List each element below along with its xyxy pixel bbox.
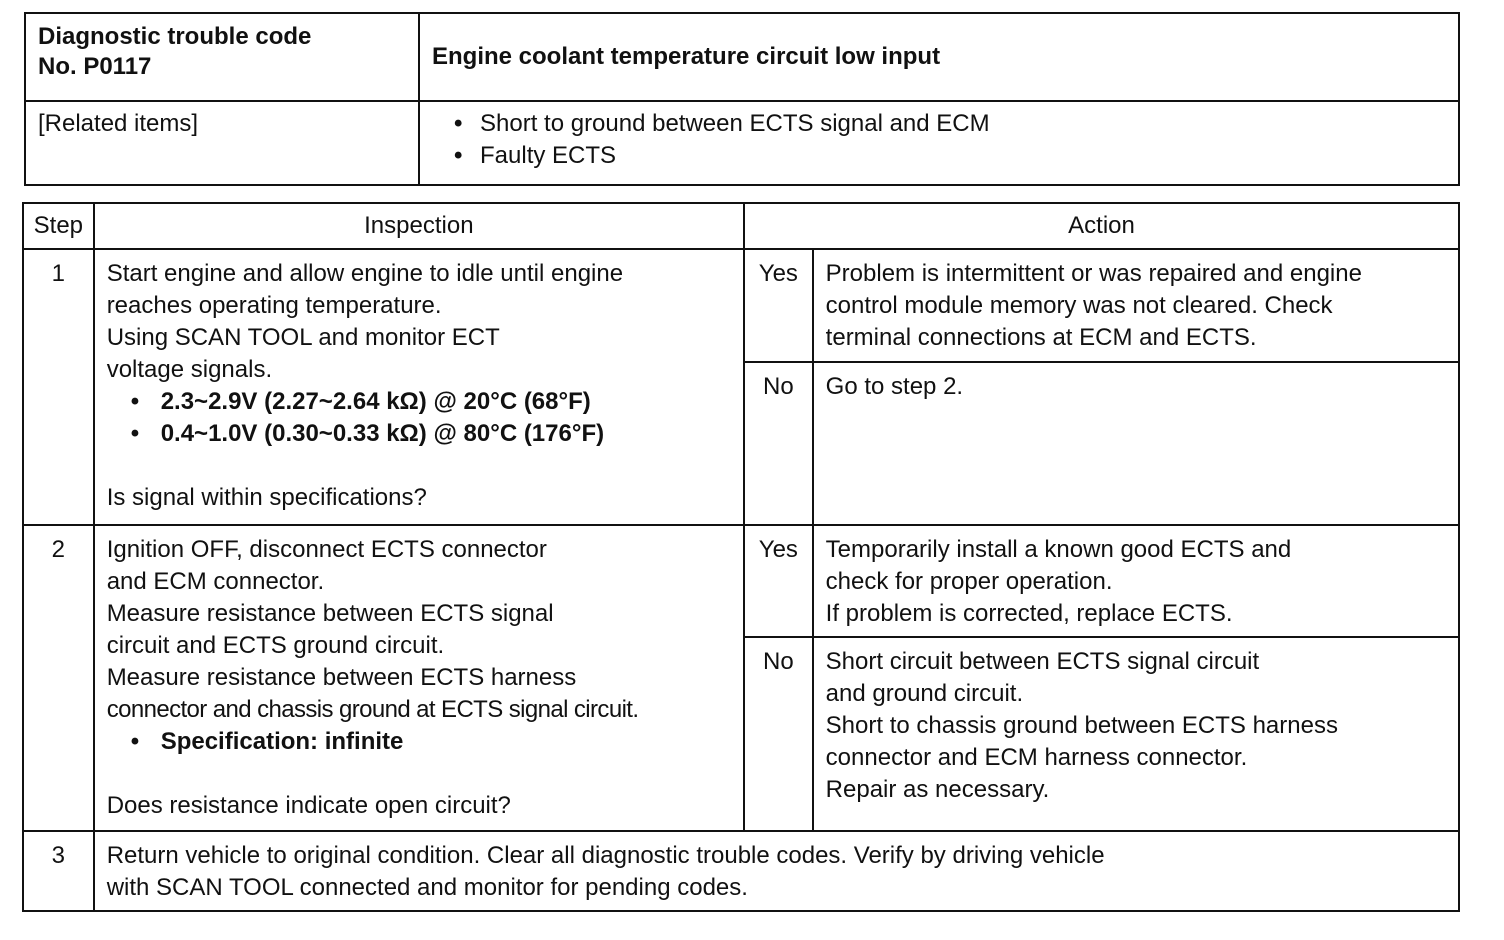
step-2-number: 2 bbox=[23, 525, 94, 831]
step-1-spec-list bbox=[107, 386, 733, 450]
spec-item: • 0.4~1.0V (0.30~0.33 kΩ) @ 80°C (176°F) bbox=[131, 418, 733, 450]
bullet-icon: • bbox=[130, 728, 140, 755]
step-1-no-label: No bbox=[744, 362, 813, 525]
step-column-header: Step bbox=[23, 203, 94, 249]
step-1-inspection: Start engine and allow engine to idle until engine reaches operating temperature. Using SCAN TOOL and monitor ECT voltage signals. • 2.3~2.9V (2.27~2.64 kΩ) @ 20°C (68°F) • 0.4~1.0V (0.30~0.33 kΩ) @ 80°C (176°F) Is signal within specifications? bbox=[94, 249, 744, 525]
step-2-question: Does resistance indicate open circuit? bbox=[106, 792, 511, 819]
bullet-icon: • bbox=[130, 420, 140, 447]
step-2-spec-list bbox=[107, 726, 733, 758]
step-3-instruction: Return vehicle to original condition. Clear all diagnostic trouble codes. Verify by driving vehicle with SCAN TOOL connected and monitor for pending codes. bbox=[94, 831, 1459, 911]
spec-item: • 2.3~2.9V (2.27~2.64 kΩ) @ 20°C (68°F) bbox=[131, 386, 733, 418]
dtc-code-cell bbox=[25, 13, 419, 101]
spec-item: • Specification: infinite bbox=[131, 726, 733, 758]
procedure-table bbox=[22, 202, 1460, 912]
inspection-column-header: Inspection bbox=[94, 203, 744, 249]
related-item: • Faulty ECTS bbox=[454, 140, 1458, 172]
related-items-label: [Related items] bbox=[38, 110, 199, 137]
related-items-label-cell bbox=[25, 101, 419, 185]
step-2-yes-label: Yes bbox=[744, 525, 813, 637]
dtc-header-table bbox=[24, 12, 1460, 186]
related-item: • Short to ground between ECTS signal and ECM bbox=[454, 108, 1458, 140]
bullet-icon: • bbox=[454, 110, 463, 137]
action-column-header: Action bbox=[744, 203, 1459, 249]
bullet-icon: • bbox=[130, 388, 140, 415]
step-2-no-label: No bbox=[744, 637, 813, 831]
step-1-yes-row bbox=[23, 249, 1459, 362]
step-1-question: Is signal within specifications? bbox=[106, 484, 427, 511]
step-3-number: 3 bbox=[23, 831, 94, 911]
dtc-title: Engine coolant temperature circuit low input bbox=[432, 43, 941, 70]
step-2-yes-row bbox=[23, 525, 1459, 637]
procedure-header-row bbox=[23, 203, 1459, 249]
step-1-yes-label: Yes bbox=[744, 249, 813, 362]
step-2-yes-action: Temporarily install a known good ECTS and check for proper operation. If problem is corrected, replace ECTS. bbox=[813, 525, 1459, 637]
step-1-no-action: Go to step 2. bbox=[813, 362, 1459, 525]
step-2-no-action: Short circuit between ECTS signal circuit and ground circuit. Short to chassis ground between ECTS harness connector and ECM harness connector. Repair as necessary. bbox=[813, 637, 1459, 831]
step-3-row bbox=[23, 831, 1459, 911]
dtc-title-cell bbox=[419, 13, 1459, 101]
dtc-code-label: Diagnostic trouble code bbox=[38, 23, 312, 50]
step-2-inspection: Ignition OFF, disconnect ECTS connector and ECM connector. Measure resistance between ECTS signal circuit and ECTS ground circuit. Measure resistance between ECTS harness connector and chassis ground at ECTS signal circuit. • Specification: infinite Does resistance indicate open circuit? bbox=[94, 525, 744, 831]
related-items-cell bbox=[419, 101, 1459, 185]
step-1-number: 1 bbox=[23, 249, 94, 525]
dtc-code-number: No. P0117 bbox=[38, 53, 152, 80]
related-items-list bbox=[454, 108, 1458, 172]
bullet-icon: • bbox=[454, 142, 463, 169]
step-1-yes-action: Problem is intermittent or was repaired and engine control module memory was not cleared. Check terminal connections at ECM and ECTS. bbox=[813, 249, 1459, 362]
